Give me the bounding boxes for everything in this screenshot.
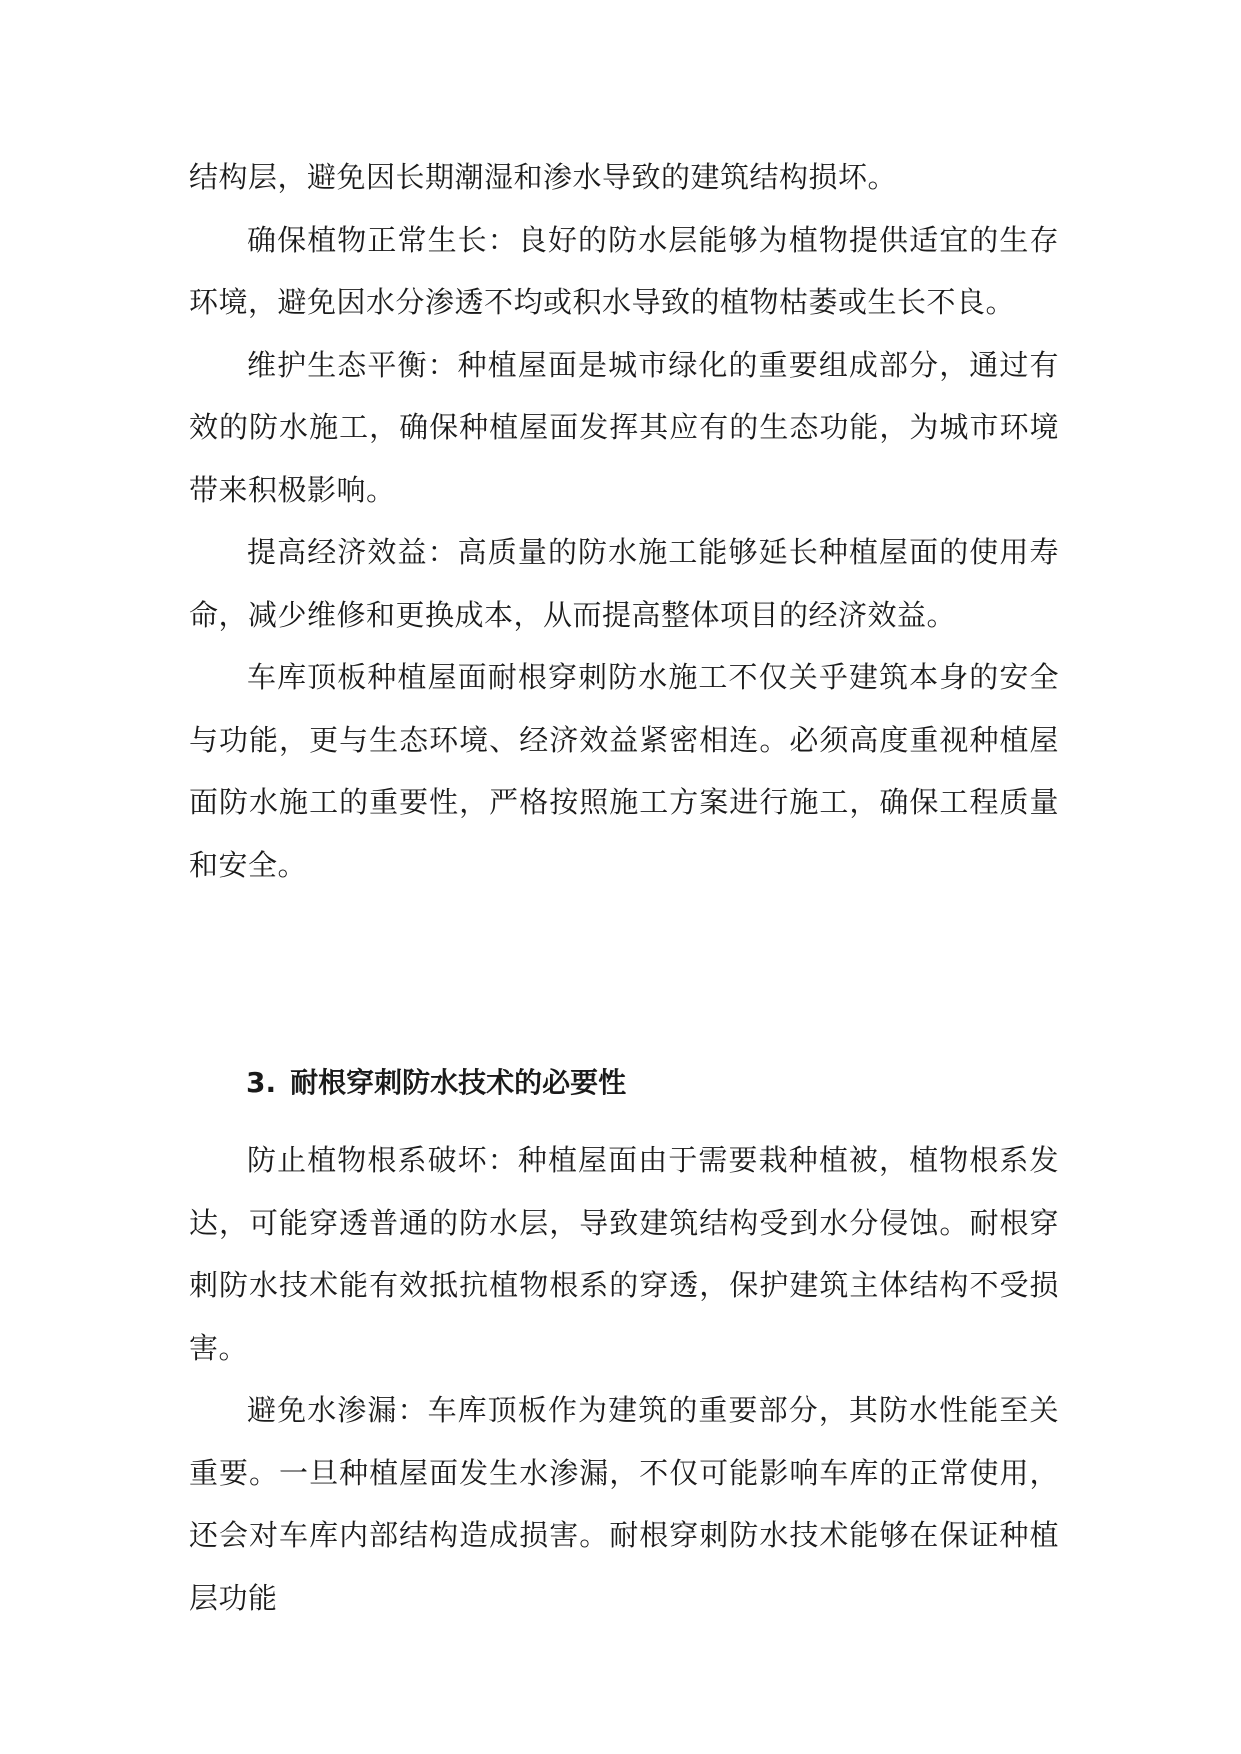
- paragraph-ecological-balance: 维护生态平衡：种植屋面是城市绿化的重要组成部分，通过有效的防水施工，确保种植屋面发挥其应有的生态功能，为城市环境带来积极影响。: [189, 347, 1059, 507]
- paragraph-root-damage: 防止植物根系破坏：种植屋面由于需要栽种植被，植物根系发达，可能穿透普通的防水层，导致建筑结构受到水分侵蚀。耐根穿刺防水技术能有效抵抗植物根系的穿透，保护建筑主体结构不受损害。: [189, 1143, 1059, 1365]
- paragraph-summary: 车库顶板种植屋面耐根穿刺防水施工不仅关乎建筑本身的安全与功能，更与生态环境、经济效益紧密相连。必须高度重视种植屋面防水施工的重要性，严格按照施工方案进行施工，确保工程质量和安全。: [189, 660, 1059, 882]
- section-heading: [246, 1052, 626, 1114]
- paragraph-economic-benefit: 提高经济效益：高质量的防水施工能够延长种植屋面的使用寿命，减少维修和更换成本，从而提高整体项目的经济效益。: [189, 535, 1059, 632]
- section-title: 耐根穿刺防水技术的必要性: [290, 1066, 627, 1099]
- body-text-bottom: [189, 1129, 1059, 1629]
- body-text-top: [189, 146, 1059, 896]
- paragraph-continuation: 结构层，避免因长期潮湿和渗水导致的建筑结构损坏。: [189, 160, 898, 194]
- paragraph-plant-growth: 确保植物正常生长：良好的防水层能够为植物提供适宜的生存环境，避免因水分渗透不均或积水导致的植物枯萎或生长不良。: [189, 222, 1059, 319]
- section-number: 3.: [246, 1066, 277, 1099]
- paragraph-water-leakage: 避免水渗漏：车库顶板作为建筑的重要部分，其防水性能至关重要。一旦种植屋面发生水渗漏，不仅可能影响车库的正常使用，还会对车库内部结构造成损害。耐根穿刺防水技术能够在保证种植层功能: [189, 1393, 1059, 1615]
